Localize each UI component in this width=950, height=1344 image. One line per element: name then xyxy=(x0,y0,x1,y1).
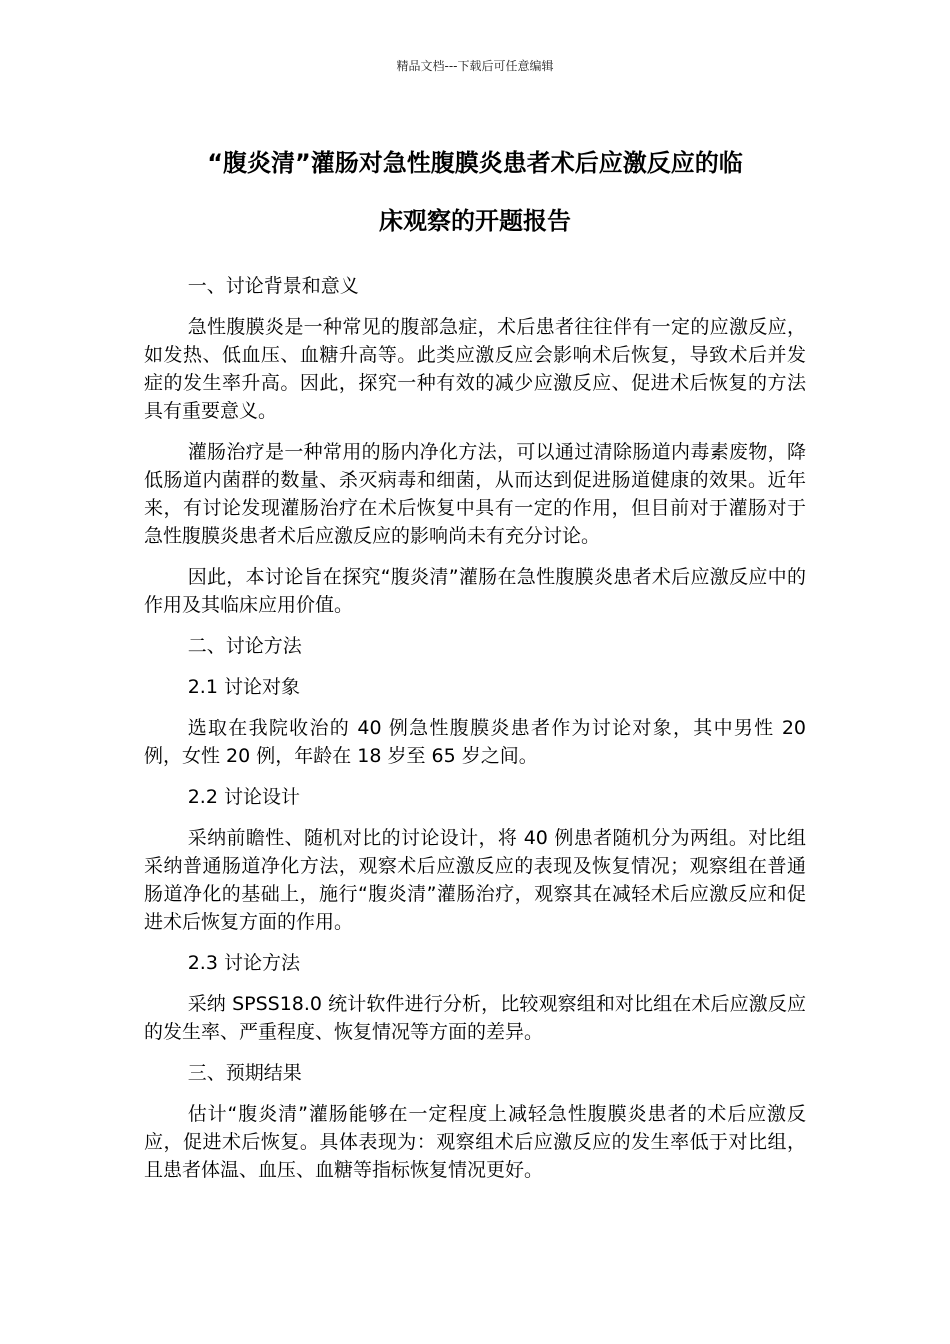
section-2-3-heading: 2.3 讨论方法 xyxy=(187,952,300,974)
section-1-paragraph-1: 急性腹膜炎是一种常见的腹部急症，术后患者往往伴有一定的应激反应，如发热、低血压、血糖升高等。此类应激反应会影响术后恢复，导致术后并发症的发生率升高。因此，探究一种有效的减少应激反应、促进术后恢复的方法具有重要意义。 xyxy=(144,316,806,422)
header-note: 精品文档---下载后可任意编辑 xyxy=(396,59,554,73)
section-2-heading: 二、讨论方法 xyxy=(187,635,302,657)
section-2-2-paragraph: 采纳前瞻性、随机对比的讨论设计，将 40 例患者随机分为两组。对比组采纳普通肠道净化方法，观察术后应激反应的表现及恢复情况；观察组在普通肠道净化的基础上，施行“腹炎清”灌肠治疗，观察其在减轻术后应激反应和促进术后恢复方面的作用。 xyxy=(144,827,806,933)
title-line-2: 床观察的开题报告 xyxy=(379,207,571,235)
section-1-paragraph-3: 因此，本讨论旨在探究“腹炎清”灌肠在急性腹膜炎患者术后应激反应中的作用及其临床应用价值。 xyxy=(144,566,806,616)
section-2-3-paragraph: 采纳 SPSS18.0 统计软件进行分析，比较观察组和对比组在术后应激反应的发生率、严重程度、恢复情况等方面的差异。 xyxy=(144,993,806,1043)
section-3-heading: 三、预期结果 xyxy=(187,1062,302,1084)
section-1-paragraph-2: 灌肠治疗是一种常用的肠内净化方法，可以通过清除肠道内毒素废物，降低肠道内菌群的数量、杀灭病毒和细菌，从而达到促进肠道健康的效果。近年来，有讨论发现灌肠治疗在术后恢复中具有一定的作用，但目前对于灌肠对于急性腹膜炎患者术后应激反应的影响尚未有充分讨论。 xyxy=(144,441,806,547)
document-title xyxy=(140,134,810,250)
section-1-heading: 一、讨论背景和意义 xyxy=(187,275,359,297)
section-2-1-heading: 2.1 讨论对象 xyxy=(187,676,300,698)
document-body xyxy=(144,272,806,1197)
section-2-1-paragraph: 选取在我院收治的 40 例急性腹膜炎患者作为讨论对象，其中男性 20 例，女性 20 例，年龄在 18 岁至 65 岁之间。 xyxy=(144,717,806,767)
section-2-2-heading: 2.2 讨论设计 xyxy=(187,786,300,808)
title-line-1: “腹炎清”灌肠对急性腹膜炎患者术后应激反应的临 xyxy=(207,149,743,177)
section-3-paragraph: 估计“腹炎清”灌肠能够在一定程度上减轻急性腹膜炎患者的术后应激反应，促进术后恢复。具体表现为：观察组术后应激反应的发生率低于对比组，且患者体温、血压、血糖等指标恢复情况更好。 xyxy=(144,1103,806,1181)
